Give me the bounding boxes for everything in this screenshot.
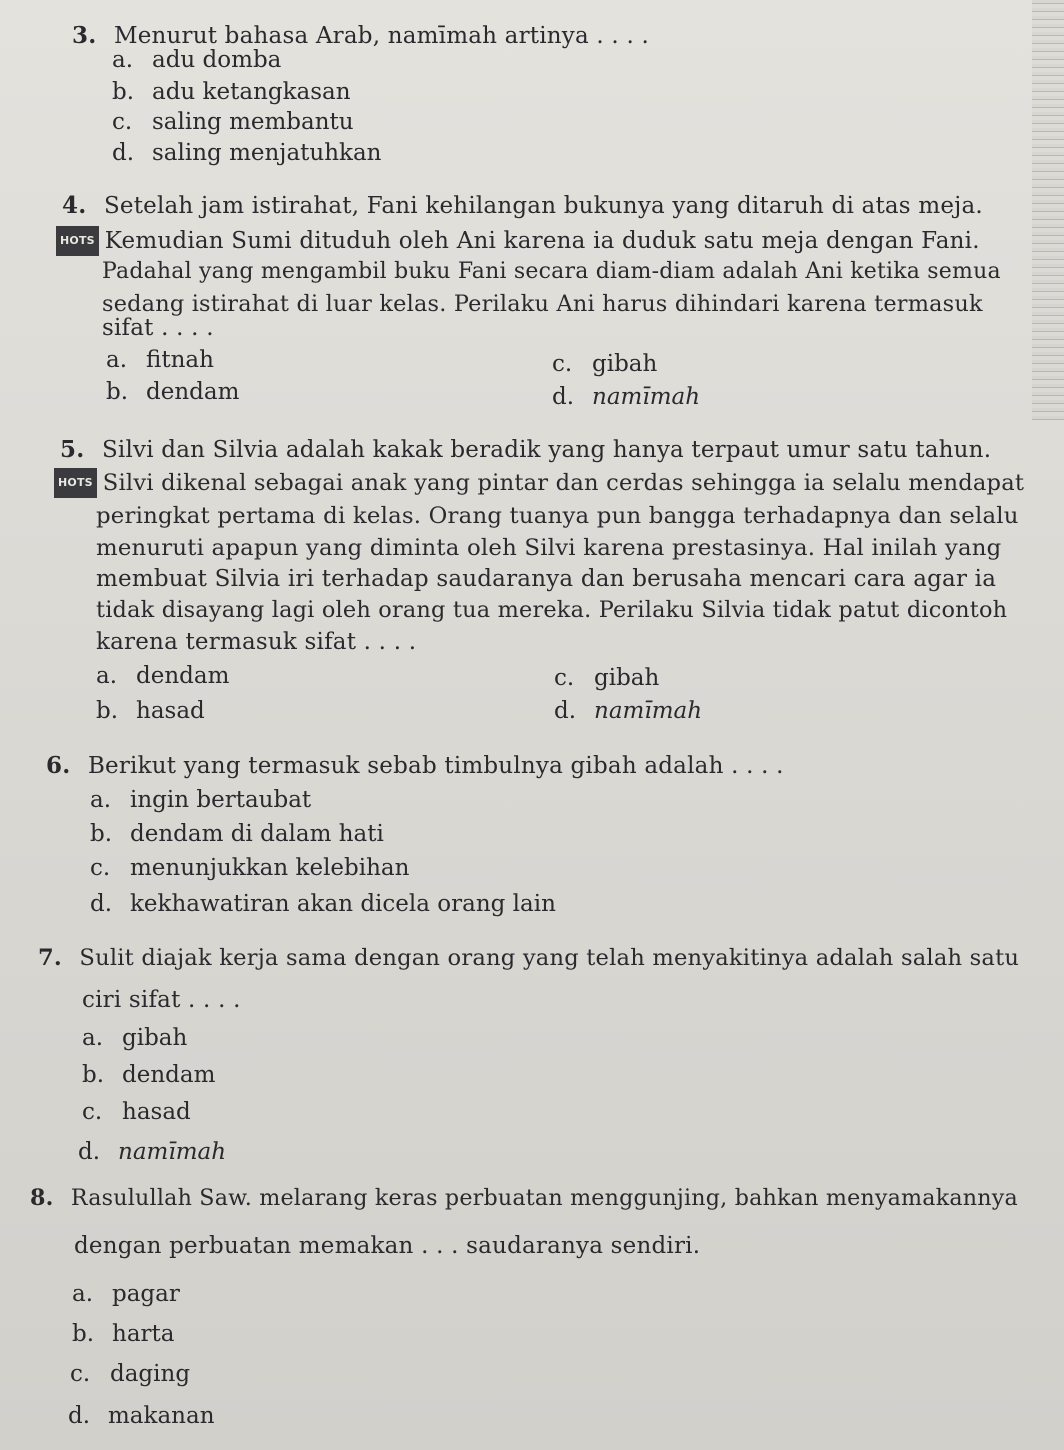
question-text-line: sifat . . . . [102,315,214,341]
question-text-line: Padahal yang mengambil buku Fani secara diam-diam adalah Ani ketika semua [102,259,1001,284]
option-d[interactable] [552,383,700,411]
option-text: dendam [136,663,230,689]
option-letter: a. [82,1025,104,1051]
option-text: dendam [122,1062,216,1088]
option-text: dendam [146,379,240,405]
question-text: Setelah jam istirahat, Fani kehilangan bukunya yang ditaruh di atas meja. [103,193,983,219]
option-text: namīmah [594,698,703,724]
option-text: gibah [592,351,658,377]
question-text-line: sedang istirahat di luar kelas. Perilaku Ani harus dihindari karena termasuk [102,291,983,317]
option-letter: b. [112,79,135,105]
hots-badge: HOTS [56,226,99,256]
option-letter: b. [72,1321,95,1347]
option-c[interactable] [552,350,657,378]
option-letter: a. [72,1281,94,1307]
question-number: 3. [72,22,97,49]
question-text-line: dengan perbuatan memakan . . . saudaranya sendiri. [74,1233,701,1259]
option-letter: b. [106,379,129,405]
option-letter: d. [112,140,135,166]
option-letter: d. [554,698,577,724]
option-letter: d. [552,384,575,410]
option-text: dendam di dalam hati [130,821,384,847]
option-letter: d. [78,1139,101,1165]
option-letter: a. [96,663,118,689]
hots-badge: HOTS [54,468,97,498]
option-c[interactable] [112,108,354,136]
option-text: namīmah [118,1139,227,1165]
option-text: adu domba [152,47,282,73]
option-text: kekhawatiran akan dicela orang lain [130,891,556,917]
option-b[interactable] [112,78,351,106]
option-letter: a. [90,787,112,813]
option-c[interactable] [82,1098,191,1126]
option-b[interactable] [106,378,239,406]
option-a[interactable] [112,46,281,74]
option-text: gibah [594,665,660,691]
question-number: 5. [60,436,85,463]
option-text: menunjukkan kelebihan [130,855,410,881]
option-letter: d. [68,1403,91,1429]
option-letter: c. [82,1099,103,1125]
question-number: 7. [38,945,62,971]
option-text: harta [112,1321,175,1347]
option-c[interactable] [90,854,409,882]
option-b[interactable] [96,697,205,725]
option-text: fitnah [146,347,214,373]
option-a[interactable] [90,786,311,814]
option-text: namīmah [592,384,701,410]
option-text: saling membantu [152,109,354,135]
option-text: saling menjatuhkan [152,140,382,166]
option-a[interactable] [72,1280,180,1308]
question-text: Menurut bahasa Arab, namīmah artinya . . . . [113,23,649,49]
option-text: adu ketangkasan [152,79,351,105]
question-text-line: karena termasuk sifat . . . . [96,629,417,655]
question-text: Rasulullah Saw. melarang keras perbuatan menggunjing, bahkan menyamakannya [70,1185,1018,1211]
question-text-line [46,752,784,780]
option-text: ingin bertaubat [130,787,312,813]
question-text: Kemudian Sumi dituduh oleh Ani karena ia duduk satu meja dengan Fani. [104,228,980,254]
option-letter: c. [90,855,111,881]
question-text-line [54,468,1024,498]
option-letter: c. [552,351,573,377]
question-text-line: peringkat pertama di kelas. Orang tuanya pun bangga terhadapnya dan selalu [96,503,1019,529]
option-letter: c. [554,665,575,691]
option-d[interactable] [68,1402,215,1430]
question-text-line [38,944,1019,972]
question-text-line [60,436,991,464]
option-letter: b. [96,698,119,724]
option-a[interactable] [82,1024,187,1052]
option-text: makanan [108,1403,215,1429]
option-b[interactable] [72,1320,174,1348]
option-letter: d. [90,891,113,917]
option-a[interactable] [96,662,229,690]
question-text: Sulit diajak kerja sama dengan orang yang telah menyakitinya adalah salah satu [79,945,1020,971]
option-text: daging [110,1361,191,1387]
question-text: Silvi dikenal sebagai anak yang pintar dan cerdas sehingga ia selalu mendapat [102,470,1025,496]
option-c[interactable] [70,1360,190,1388]
option-d[interactable] [78,1138,226,1166]
option-text: gibah [122,1025,188,1051]
question-number: 8. [30,1185,54,1211]
question-number: 4. [62,192,87,219]
option-b[interactable] [82,1061,215,1089]
question-text-line: membuat Silvia iri terhadap saudaranya dan berusaha mencari cara agar ia [96,566,997,592]
option-letter: b. [90,821,113,847]
option-b[interactable] [90,820,384,848]
option-c[interactable] [554,664,659,692]
option-text: hasad [136,698,205,724]
question-text-line [62,192,983,220]
question-text: Silvi dan Silvia adalah kakak beradik yang hanya terpaut umur satu tahun. [101,437,992,463]
option-letter: a. [112,47,134,73]
option-letter: c. [112,109,133,135]
option-d[interactable] [554,697,702,725]
option-letter: c. [70,1361,91,1387]
option-a[interactable] [106,346,214,374]
option-letter: a. [106,347,128,373]
page-edge-shadow [1032,0,1064,420]
question-text-line [56,226,980,256]
option-text: hasad [122,1099,191,1125]
question-text-line: menuruti apapun yang diminta oleh Silvi karena prestasinya. Hal inilah yang [96,535,1002,561]
option-letter: b. [82,1062,105,1088]
option-d[interactable] [90,890,556,918]
option-d[interactable] [112,139,381,167]
question-text-line: ciri sifat . . . . [82,987,241,1013]
option-text: pagar [112,1281,180,1307]
question-text-line [30,1184,1018,1212]
question-text: Berikut yang termasuk sebab timbulnya gibah adalah . . . . [87,753,784,779]
question-number: 6. [46,752,71,779]
question-text-line: tidak disayang lagi oleh orang tua mereka. Perilaku Silvia tidak patut dicontoh [96,597,1008,623]
